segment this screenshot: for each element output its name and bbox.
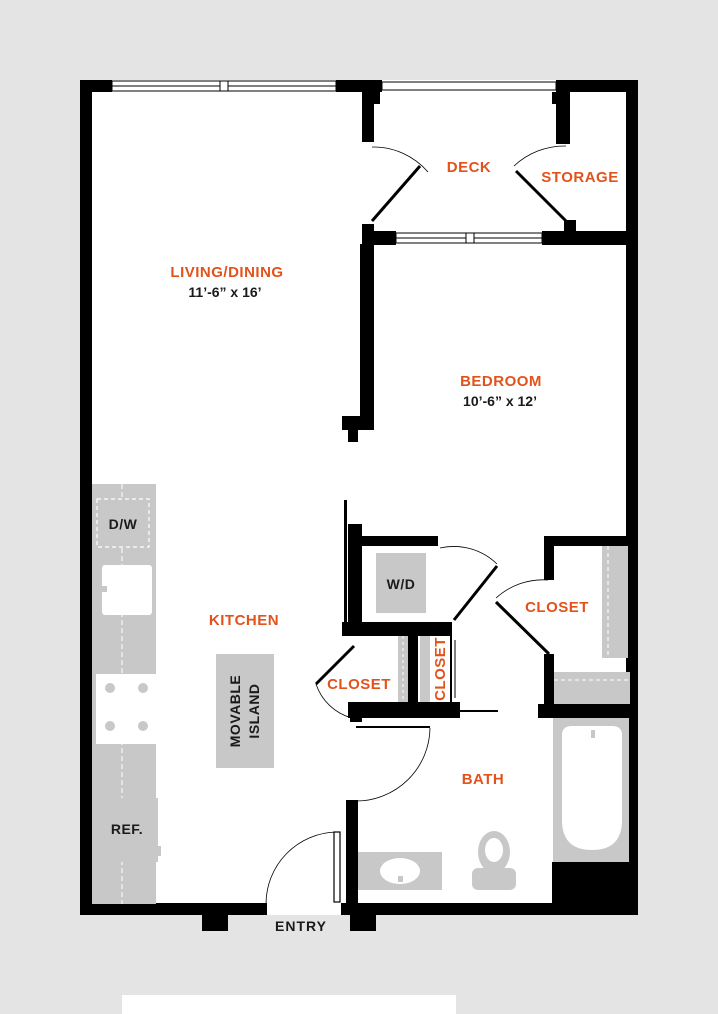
movable-island [216, 654, 274, 768]
room-label-bath: BATH [461, 771, 505, 788]
room-label-deck: DECK [446, 159, 492, 176]
bath-vanity [358, 852, 442, 890]
room-label-closet-small: CLOSET [432, 637, 449, 701]
cooktop [96, 674, 158, 744]
refrigerator-label: REF. [110, 821, 144, 837]
room-dims-living-dining: 11’-6” x 16’ [188, 284, 262, 300]
room-dims-bedroom: 10’-6” x 12’ [463, 393, 537, 409]
island-label-line2: ISLAND [246, 683, 262, 739]
room-label-closet-bedroom: CLOSET [525, 599, 589, 616]
room-label-living-dining: LIVING/DINING [170, 264, 284, 281]
dishwasher-label: D/W [108, 516, 138, 532]
bathtub [553, 718, 629, 862]
room-label-storage: STORAGE [541, 169, 619, 186]
room-label-kitchen: KITCHEN [208, 612, 280, 629]
room-label-closet-hall: CLOSET [327, 676, 391, 693]
corridor-strip [122, 995, 456, 1014]
room-label-bedroom: BEDROOM [460, 373, 542, 390]
washer-dryer-label: W/D [386, 576, 416, 592]
entry-label: ENTRY [275, 918, 327, 934]
kitchen-sink [97, 565, 152, 615]
island-label-line1: MOVABLE [227, 674, 243, 748]
